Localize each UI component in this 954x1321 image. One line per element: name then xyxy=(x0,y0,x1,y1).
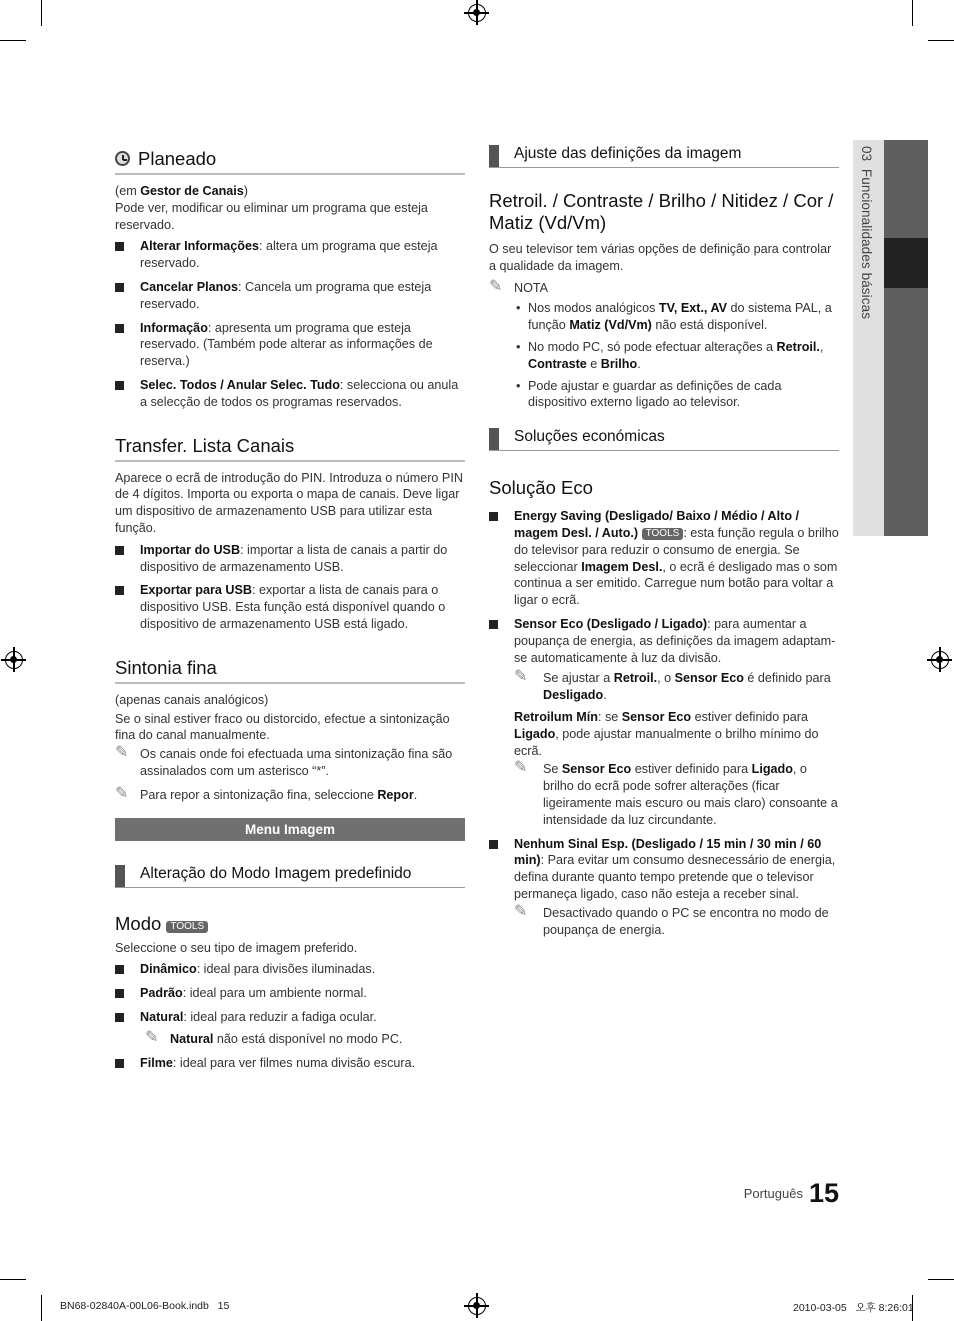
intro-text: Seleccione o seu tipo de imagem preferido. xyxy=(115,940,358,955)
note-pencil-icon: ✎ xyxy=(115,744,129,762)
list-item: • Pode ajustar e guardar as definições de cada dispositivo externo ligado ao televisor. xyxy=(516,378,782,410)
list-item: Energy Saving (Desligado/ Baixo / Médio / Alto / magem Desl. / Auto.) TOOLS : esta função regula o brilho do televisor para reduzir o consumo de energia. Se seleccionar Imagem Desl., o ecrã é desligado mas o som continua a ser emitido. Carregue num botão para voltar a ligar o ecrã. xyxy=(489,508,839,609)
section-heading: Ajuste das definições da imagem xyxy=(489,144,839,168)
list-item: Informação: apresenta um programa que esteja reservado. (Também pode alterar as informações de reserva.) xyxy=(115,320,465,370)
list-item: • Nos modos analógicos TV, Ext., AV do sistema PAL, a função Matiz (Vd/Vm) não está disponível. xyxy=(516,301,832,333)
chapter-label: 03 Funcionalidades básicas xyxy=(859,146,874,320)
heading-retroil: Retroil. / Contraste / Brilho / Nitidez / Cor / Matiz (Vd/Vm) xyxy=(489,190,834,233)
list-item: Nenhum Sinal Esp. (Desligado / 15 min / 30 min / 60 min): Para evitar um consumo desnecessário de energia, defina durante quanto tempo pretende que o televisor permaneça ligado, caso não esteja a receber sinal. xyxy=(489,836,839,903)
tools-button-icon: TOOLS xyxy=(166,921,208,933)
footer-language: Português xyxy=(743,1186,803,1201)
tools-button-icon: TOOLS xyxy=(642,528,684,540)
list-item: Filme: ideal para ver filmes numa divisão escura. xyxy=(115,1055,465,1072)
crop-mark xyxy=(0,1279,26,1280)
page-footer xyxy=(744,1178,839,1209)
list-item: Natural: ideal para reduzir a fadiga ocular. xyxy=(115,1009,465,1026)
note: ✎ Se Sensor Eco estiver definido para Ligado, o brilho do ecrã pode sofrer alterações (ficar ligeiramente mais escuro ou mais claro) consoante a intensidade da luz circundante. xyxy=(514,759,838,827)
list-item: • No modo PC, só pode efectuar alterações a Retroil., Contraste e Brilho. xyxy=(516,339,824,371)
file-info: BN68-02840A-00L06-Book.indb 15 xyxy=(60,1300,230,1312)
crop-mark xyxy=(928,1279,954,1280)
crop-mark xyxy=(928,40,954,41)
print-date: 2010-03-05 오후 8:26:01 xyxy=(793,1302,914,1314)
list-item: Sensor Eco (Desligado / Ligado): para aumentar a poupança de energia, as definições da imagem adaptam-se automaticamente à luz da divisão. xyxy=(489,616,839,666)
left-column xyxy=(115,148,465,1071)
note: ✎ Desactivado quando o PC se encontra no modo de poupança de energia. xyxy=(514,902,829,937)
list-item: Cancelar Planos: Cancela um programa que esteja reservado. xyxy=(115,279,465,313)
section-heading: Soluções económicas xyxy=(489,427,839,451)
note-pencil-icon: ✎ xyxy=(115,784,129,802)
body-text: Retroilum Mín: se Sensor Eco estiver definido para Ligado, pode ajustar manualmente o brilho mínimo do ecrã. xyxy=(514,709,819,758)
note-pencil-icon: ✎ xyxy=(514,759,528,777)
heading-sintonia: Sintonia fina xyxy=(115,657,465,684)
registration-mark-icon xyxy=(931,651,949,669)
list-item: Dinâmico: ideal para divisões iluminadas. xyxy=(115,961,465,978)
intro-text: Aparece o ecrã de introdução do PIN. Introduza o número PIN de 4 dígitos. Importa ou exporta o mapa de canais. Deve ligar um dispositivo de armazenamento USB para utilizar esta função. xyxy=(115,470,463,535)
timer-icon xyxy=(115,151,130,166)
note: ✎ Os canais onde foi efectuada uma sintonização fina são assinalados com um asterisco “*”. xyxy=(115,744,453,778)
list-item: Exportar para USB: exportar a lista de canais para o dispositivo USB. Esta função está disponível quando o dispositivo de armazenamento USB está ligado. xyxy=(115,582,465,632)
heading-planeado: Planeado xyxy=(115,148,465,175)
registration-mark-icon xyxy=(468,4,486,22)
list-item: Selec. Todos / Anular Selec. Tudo: selecciona ou anula a selecção de todos os programas reservados. xyxy=(115,377,465,411)
note-pencil-icon: ✎ xyxy=(145,1028,159,1046)
heading-solucao-eco: Solução Eco xyxy=(489,477,593,499)
note-pencil-icon: ✎ xyxy=(489,277,503,295)
menu-banner: Menu Imagem xyxy=(115,818,465,841)
registration-mark-icon xyxy=(468,1297,486,1315)
intro-text: Se o sinal estiver fraco ou distorcido, efectue a sintonização fina do canal manualmente. xyxy=(115,711,450,743)
note: ✎ Se ajustar a Retroil., o Sensor Eco é definido para Desligado. xyxy=(514,668,831,703)
crop-mark xyxy=(41,0,42,26)
heading-modo: Modo TOOLS xyxy=(115,913,465,938)
list-item: Padrão: ideal para um ambiente normal. xyxy=(115,985,465,1002)
crop-mark xyxy=(0,40,26,41)
context-text: (em Gestor de Canais) xyxy=(115,184,248,198)
section-heading: Alteração do Modo Imagem predefinido xyxy=(115,864,465,888)
note-pencil-icon: ✎ xyxy=(514,902,528,920)
context-text: (apenas canais analógicos) xyxy=(115,692,269,707)
crop-mark xyxy=(41,1295,42,1321)
intro-text: Pode ver, modificar ou eliminar um programa que esteja reservado. xyxy=(115,200,428,232)
note: ✎ Natural não está disponível no modo PC. xyxy=(145,1028,403,1046)
note: ✎ Para repor a sintonização fina, seleccione Repor. xyxy=(115,784,418,802)
list-item: Importar do USB: importar a lista de canais a partir do dispositivo de armazenamento USB. xyxy=(115,542,465,576)
crop-mark xyxy=(912,0,913,26)
list-item: Alterar Informações: altera um programa que esteja reservado. xyxy=(115,238,465,272)
heading-transfer: Transfer. Lista Canais xyxy=(115,435,465,462)
registration-mark-icon xyxy=(5,651,23,669)
note-label: ✎ NOTA xyxy=(489,277,549,295)
note-pencil-icon: ✎ xyxy=(514,668,528,686)
intro-text: O seu televisor tem várias opções de definição para controlar a qualidade da imagem. xyxy=(489,242,832,273)
right-column xyxy=(489,144,839,938)
page-number: 15 xyxy=(808,1178,839,1208)
